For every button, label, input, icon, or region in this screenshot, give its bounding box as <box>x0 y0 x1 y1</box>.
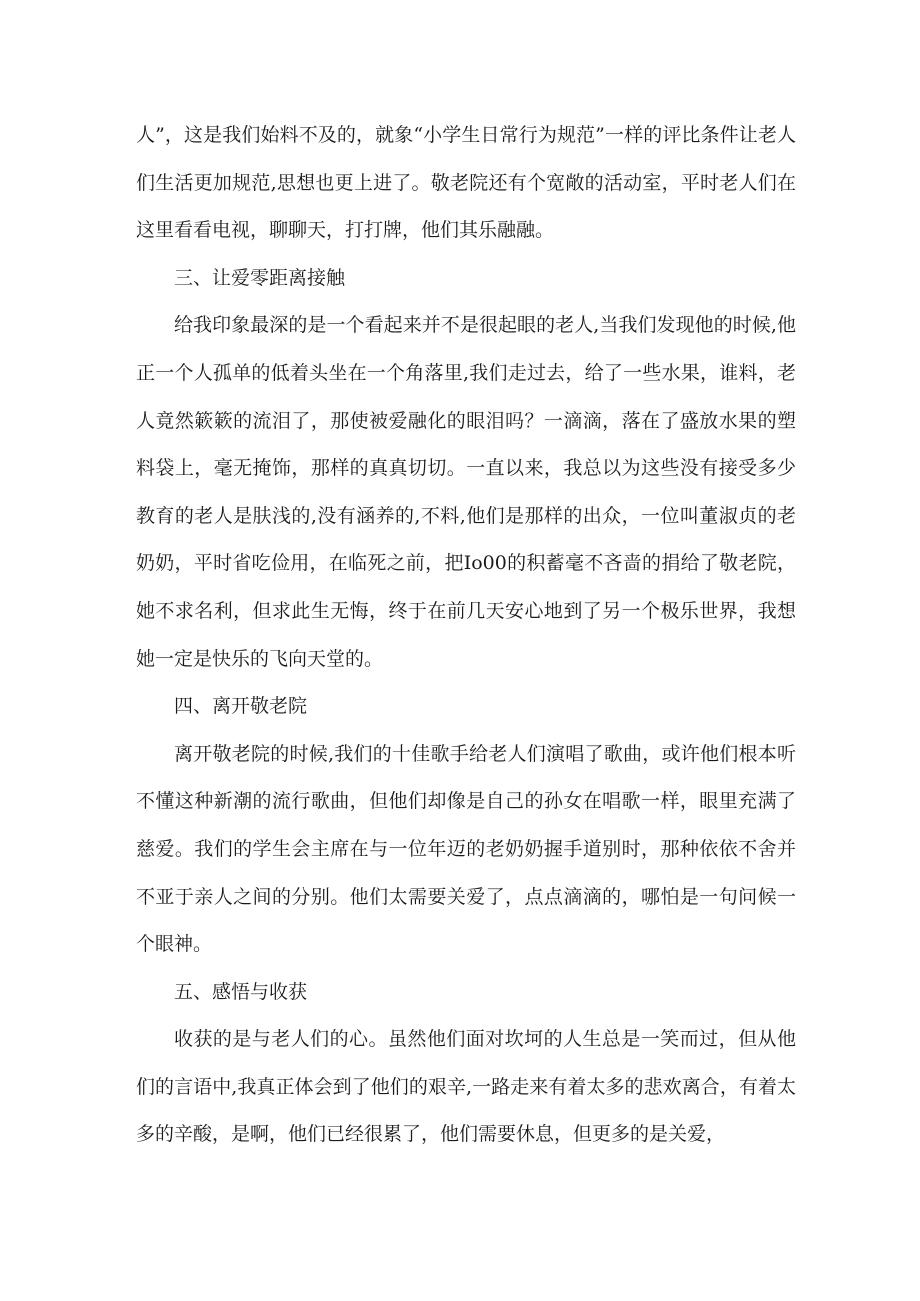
paragraph-harvest: 收获的是与老人们的心。虽然他们面对坎坷的人生总是一笑而过，但从他们的言语中,我真正体会到了他们的艰辛,一路走来有着太多的悲欢离合，有着太多的辛酸，是啊，他们已经很累了，他们需要休息，但更多的是关爱， <box>136 1028 796 1146</box>
section-heading-3: 三、让爱零距离接触 <box>174 266 346 289</box>
document-body <box>136 112 796 1159</box>
paragraph-continued: 人”，这是我们始料不及的，就象“小学生日常行为规范”一样的评比条件让老人们生活更加规范,思想也更上进了。敬老院还有个宽敞的活动室，平时老人们在这里看看电视，聊聊天，打打牌，他们其乐融融。 <box>136 124 796 242</box>
paragraph-leaving: 离开敬老院的时候,我们的十佳歌手给老人们演唱了歌曲，或许他们根本听不懂这种新潮的流行歌曲，但他们却像是自己的孙女在唱歌一样，眼里充满了慈爱。我们的学生会主席在与一位年迈的老奶奶握手道别时，那种依依不舍并不亚于亲人之间的分别。他们太需要关爱了，点点滴滴的，哪怕是一句问候一个眼神。 <box>136 742 796 956</box>
section-heading-4: 四、离开敬老院 <box>174 695 308 718</box>
paragraph-impression: 给我印象最深的是一个看起来并不是很起眼的老人,当我们发现他的时候,他正一个人孤单的低着头坐在一个角落里,我们走过去，给了一些水果，谁料，老人竟然簌簌的流泪了，那使被爱融化的眼泪吗？一滴滴，落在了盛放水果的塑料袋上，毫无掩饰，那样的真真切切。一直以来，我总以为这些没有接受多少教育的老人是肤浅的,没有涵养的,不料,他们是那样的出众，一位叫董淑贞的老奶奶，平时省吃俭用，在临死之前，把Io00的积蓄毫不吝啬的捐给了敬老院，她不求名利，但求此生无悔，终于在前几天安心地到了另一个极乐世界，我想她一定是快乐的飞向天堂的。 <box>136 314 796 670</box>
section-heading-5: 五、感悟与收获 <box>174 980 308 1003</box>
